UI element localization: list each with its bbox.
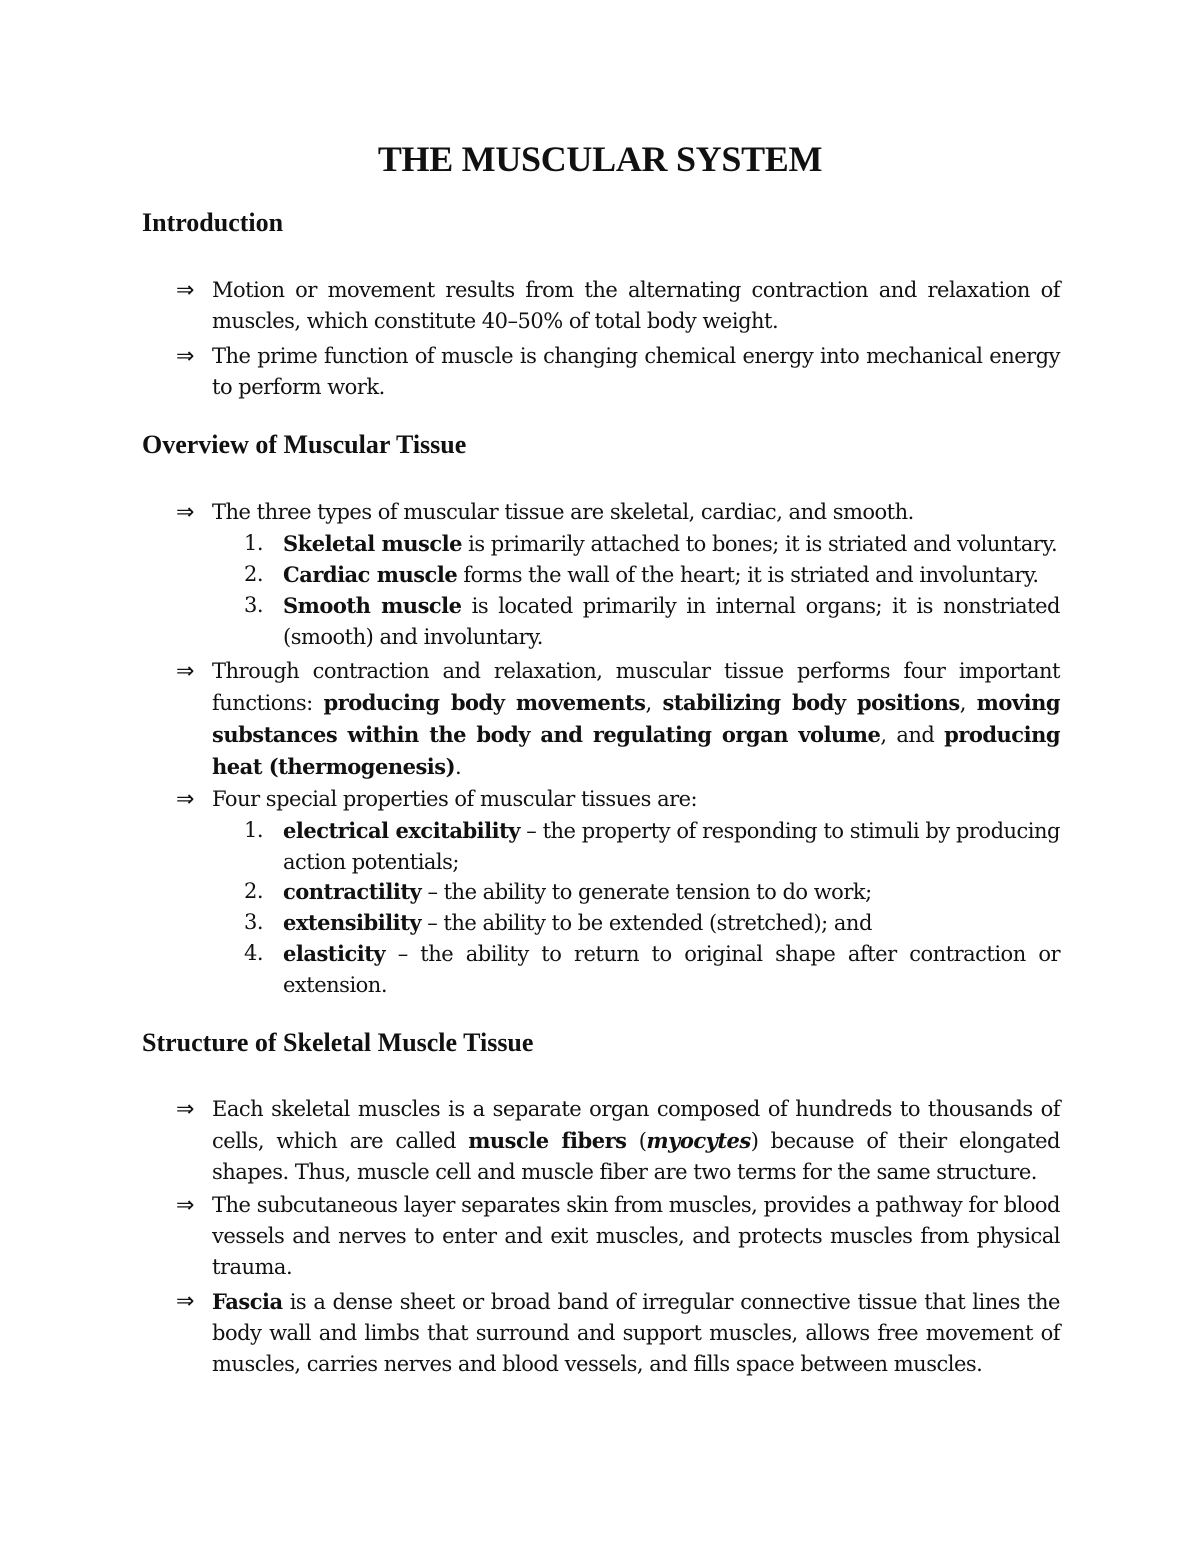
term: Smooth muscle <box>283 593 462 618</box>
list-number: 3. <box>244 593 264 617</box>
bullet-text: Four special properties of muscular tissues are: <box>212 787 698 811</box>
structure-bullet-3 <box>176 1286 1060 1380</box>
term: extensibility <box>283 910 422 935</box>
function-term: stabilizing body positions <box>662 690 960 715</box>
intro-bullet-2 <box>176 341 1060 403</box>
item-text: – the ability to generate tension to do work; <box>421 880 872 904</box>
item-text: – the ability to return to original shape after contraction or extension. <box>283 942 1060 997</box>
italic-term: myocytes <box>646 1128 751 1153</box>
heading-introduction: Introduction <box>142 208 284 237</box>
property-item-4 <box>244 938 1060 1001</box>
item-text: – the ability to be extended (stretched); and <box>421 911 872 935</box>
bullet-text: Fascia is a dense sheet or broad band of irregular connective tissue that lines the body wall and limbs that surround and support muscles, allows free movement of muscles, carries nerves and blood vessels, and fills space between muscles. <box>212 1289 1060 1376</box>
list-number: 1. <box>244 818 264 842</box>
overview-bullet-2 <box>176 656 1060 783</box>
term: contractility <box>283 879 422 904</box>
item-text: – the property of responding to stimuli by producing action potentials; <box>283 819 1060 874</box>
term: electrical excitability <box>283 818 520 843</box>
type-item-2 <box>244 559 1060 591</box>
arrow-icon: ⇒ <box>176 787 194 812</box>
item-text: forms the wall of the heart; it is striated and involuntary. <box>457 563 1039 587</box>
term: muscle fibers <box>468 1128 627 1153</box>
term: Fascia <box>212 1289 283 1314</box>
property-item-3 <box>244 907 1060 939</box>
arrow-icon: ⇒ <box>176 1097 194 1122</box>
overview-bullet-3 <box>176 784 1060 815</box>
structure-bullet-1 <box>176 1094 1060 1188</box>
arrow-icon: ⇒ <box>176 659 194 684</box>
bullet-text: Each skeletal muscles is a separate organ composed of hundreds to thousands of cells, which are called muscle fibers (myocytes) because of their elongated shapes. Thus, muscle cell and muscle fiber are two terms for the same structure. <box>212 1097 1060 1184</box>
function-term: producing heat (thermogenesis) <box>212 722 1061 779</box>
property-item-2 <box>244 876 1060 908</box>
intro-bullet-1 <box>176 275 1060 337</box>
overview-bullet-1 <box>176 497 1060 528</box>
bullet-text: The prime function of muscle is changing chemical energy into mechanical energy to perform work. <box>212 344 1060 399</box>
list-number: 4. <box>244 941 264 965</box>
list-number: 2. <box>244 879 264 903</box>
list-number: 3. <box>244 910 264 934</box>
item-text: is primarily attached to bones; it is striated and voluntary. <box>461 532 1058 556</box>
term: Cardiac muscle <box>283 562 458 587</box>
heading-structure: Structure of Skeletal Muscle Tissue <box>142 1028 534 1057</box>
function-term: producing body movements <box>323 690 646 715</box>
property-item-1 <box>244 815 1060 878</box>
heading-overview: Overview of Muscular Tissue <box>142 430 467 459</box>
term: elasticity <box>283 941 386 966</box>
type-item-3 <box>244 590 1060 653</box>
list-number: 2. <box>244 562 264 586</box>
arrow-icon: ⇒ <box>176 1289 194 1314</box>
function-term: moving substances within the body and regulating organ volume <box>212 690 1061 747</box>
bullet-text: Motion or movement results from the alternating contraction and relaxation of muscles, which constitute 40–50% of total body weight. <box>212 278 1060 333</box>
arrow-icon: ⇒ <box>176 1193 194 1218</box>
term: Skeletal muscle <box>283 531 462 556</box>
arrow-icon: ⇒ <box>176 278 194 303</box>
arrow-icon: ⇒ <box>176 344 194 369</box>
bullet-text: The three types of muscular tissue are skeletal, cardiac, and smooth. <box>212 500 914 524</box>
type-item-1 <box>244 528 1060 560</box>
item-text: is located primarily in internal organs; it is nonstriated (smooth) and involuntary. <box>283 594 1060 649</box>
arrow-icon: ⇒ <box>176 500 194 525</box>
list-number: 1. <box>244 531 264 555</box>
page-title: THE MUSCULAR SYSTEM <box>377 139 823 179</box>
structure-bullet-2 <box>176 1190 1060 1283</box>
bullet-text: Through contraction and relaxation, muscular tissue performs four important functions: producing body movements, stabilizing body positions, moving substances within the body and regulating organ volume, and producing heat (thermogenesis). <box>212 659 1061 779</box>
bullet-text: The subcutaneous layer separates skin from muscles, provides a pathway for blood vessels and nerves to enter and exit muscles, and protects muscles from physical trauma. <box>212 1193 1060 1279</box>
